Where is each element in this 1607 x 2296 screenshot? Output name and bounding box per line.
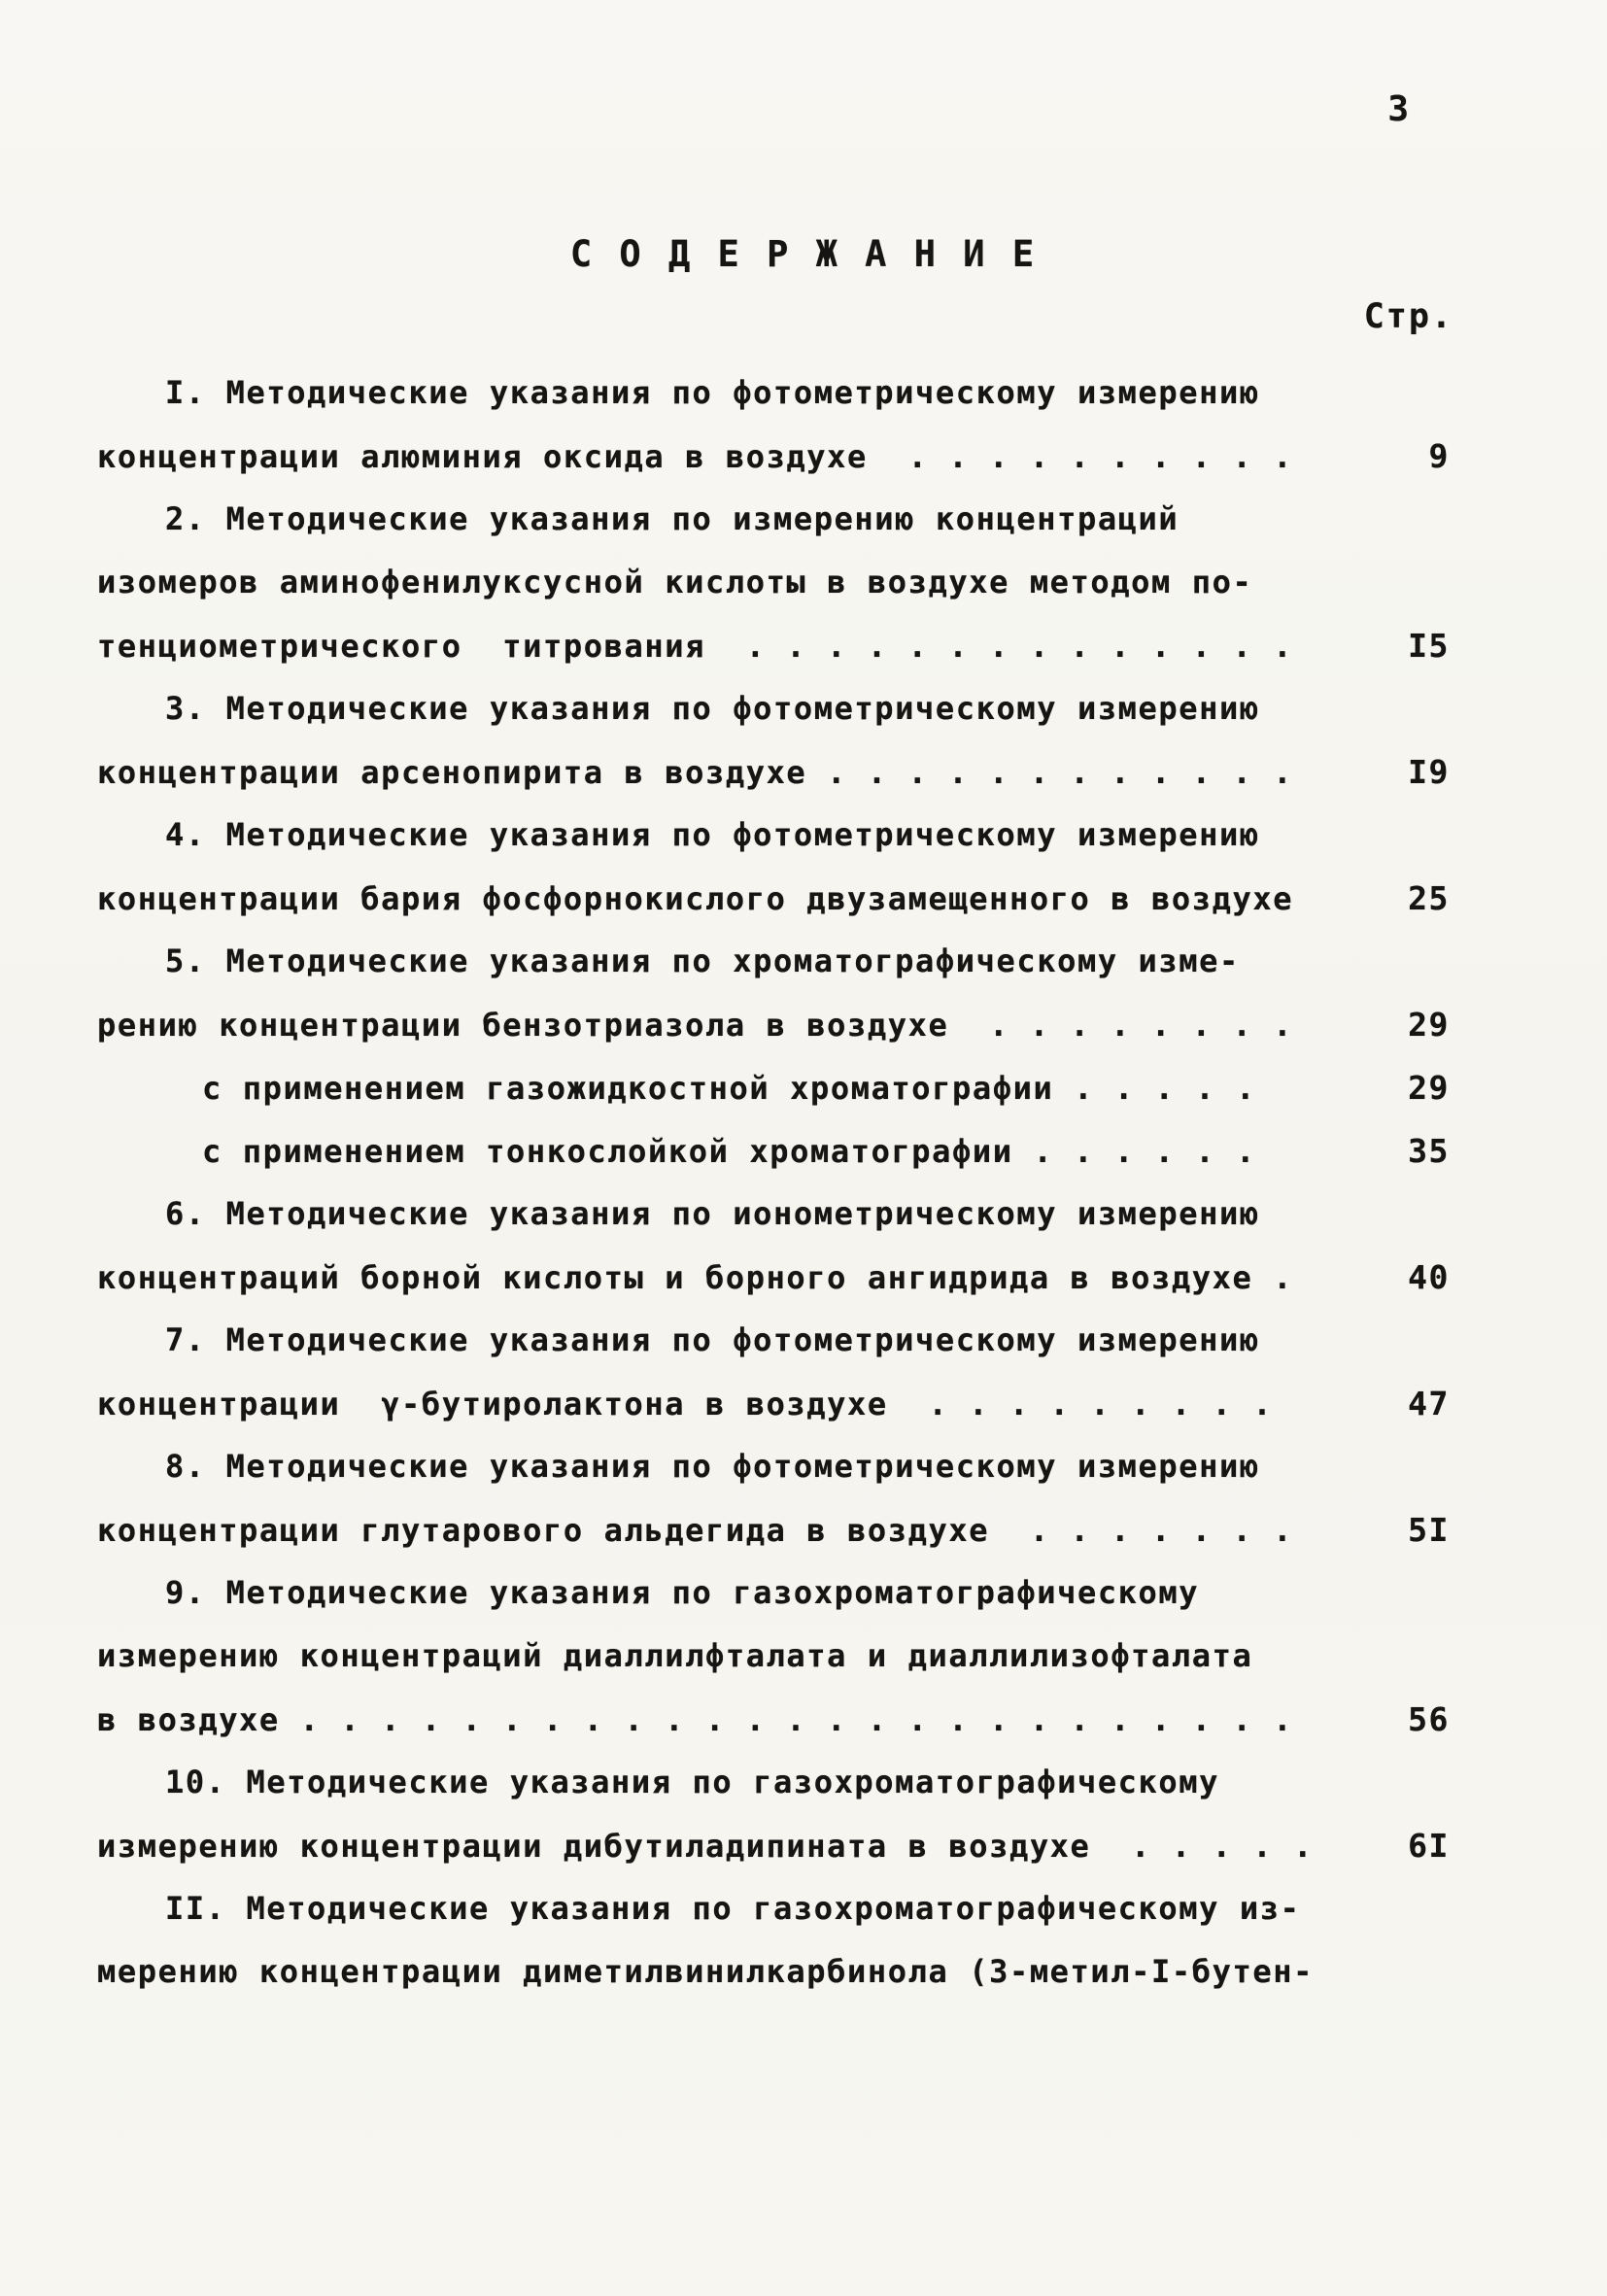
toc-entry-text: 5. Методические указания по хроматографическому изме- [165, 942, 1240, 979]
toc-line [97, 1372, 1450, 1435]
toc-entry-page-number: 47 [1408, 1385, 1450, 1422]
toc-line [97, 488, 1450, 551]
toc-line [97, 1498, 1450, 1561]
toc-entry-page-number: 35 [1408, 1132, 1450, 1170]
toc-line [97, 1056, 1450, 1119]
toc-line [97, 425, 1450, 488]
toc-entry-text: 8. Методические указания по фотометрическому измерению [165, 1448, 1260, 1485]
toc-entry-text: концентрации бария фосфорнокислого двузамещенного в воздухе [97, 880, 1294, 917]
toc-entry-text: измерению концентраций диаллилфталата и диаллилизофталата [97, 1637, 1253, 1674]
toc-line [97, 614, 1450, 677]
toc-entry-text: 10. Методические указания по газохроматографическому [165, 1764, 1220, 1800]
toc-entry-text: концентрации глутарового альдегида в воздухе . . . . . . . [97, 1512, 1294, 1549]
toc-line [97, 1625, 1450, 1688]
toc-entry-text: 6. Методические указания по ионометрическому измерению [165, 1195, 1260, 1232]
toc-entry-text: 4. Методические указания по фотометрическому измерению [165, 816, 1260, 853]
page-title: С О Д Е Р Ж А Н И Е [569, 233, 1038, 275]
toc-entry-page-number: I5 [1408, 627, 1450, 665]
toc-line [97, 804, 1450, 867]
toc-line [97, 1940, 1450, 2004]
toc-entry-text: концентрации γ-бутиролактона в воздухе . . . . . . . . . [97, 1386, 1274, 1422]
toc-entry-text: рению концентрации бензотриазола в воздухе . . . . . . . . [97, 1007, 1294, 1044]
toc-line [97, 1309, 1450, 1372]
toc-line [97, 740, 1450, 804]
toc-line [97, 361, 1450, 425]
page-number: 3 [1387, 89, 1409, 129]
toc-entry-page-number: I9 [1408, 753, 1450, 791]
toc-entry-text: концентраций борной кислоты и борного ангидрида в воздухе . [97, 1259, 1294, 1296]
toc-entry-text: с применением газожидкостной хроматографии . . . . . [202, 1070, 1257, 1107]
toc-entry-text: тенциометрического титрования . . . . . . . . . . . . . . [97, 628, 1294, 665]
toc-line [97, 1877, 1450, 1940]
toc-line [97, 1814, 1450, 1877]
toc-entry-text: 3. Методические указания по фотометрическому измерению [165, 690, 1260, 727]
toc-line [97, 1435, 1450, 1498]
toc-line [97, 867, 1450, 930]
toc-line [97, 1751, 1450, 1814]
toc-line [97, 930, 1450, 993]
toc-entry-page-number: 6I [1408, 1827, 1450, 1865]
toc-entry-text: II. Методические указания по газохроматографическому из- [165, 1890, 1301, 1927]
toc-entry-text: концентрации арсенопирита в воздухе . . . . . . . . . . . . [97, 754, 1294, 791]
toc-entry-text: с применением тонкослойкой хроматографии . . . . . . [202, 1133, 1257, 1170]
toc-entry-text: I. Методические указания по фотометрическому измерению [165, 374, 1260, 411]
toc-line [97, 1246, 1450, 1309]
toc-line [97, 1119, 1450, 1182]
toc-entry-text: изомеров аминофенилуксусной кислоты в воздухе методом по- [97, 564, 1253, 600]
toc-entry-text: 2. Методические указания по измерению концентраций [165, 500, 1180, 537]
table-of-contents [97, 361, 1450, 2004]
toc-entry-page-number: 56 [1408, 1700, 1450, 1738]
toc-entry-text: мерению концентрации диметилвинилкарбинола (3-метил-I-бутен- [97, 1953, 1314, 1990]
column-header-page: Стр. [1363, 297, 1453, 336]
toc-line [97, 551, 1450, 614]
toc-line [97, 1688, 1450, 1751]
toc-entry-page-number: 9 [1428, 437, 1450, 475]
toc-line [97, 677, 1450, 740]
toc-entry-page-number: 25 [1408, 879, 1450, 917]
toc-line [97, 993, 1450, 1056]
toc-entry-text: в воздухе . . . . . . . . . . . . . . . . . . . . . . . . . [97, 1701, 1294, 1738]
toc-entry-page-number: 40 [1408, 1258, 1450, 1296]
toc-line [97, 1561, 1450, 1625]
toc-entry-page-number: 29 [1408, 1069, 1450, 1107]
toc-entry-text: измерению концентрации дибутиладипината в воздухе . . . . . [97, 1828, 1314, 1865]
toc-entry-text: концентрации алюминия оксида в воздухе . . . . . . . . . . [97, 438, 1294, 475]
toc-entry-text: 7. Методические указания по фотометрическому измерению [165, 1321, 1260, 1358]
toc-entry-text: 9. Методические указания по газохроматографическому [165, 1574, 1200, 1611]
toc-entry-page-number: 29 [1408, 1006, 1450, 1044]
toc-entry-page-number: 5I [1408, 1511, 1450, 1549]
toc-line [97, 1182, 1450, 1246]
